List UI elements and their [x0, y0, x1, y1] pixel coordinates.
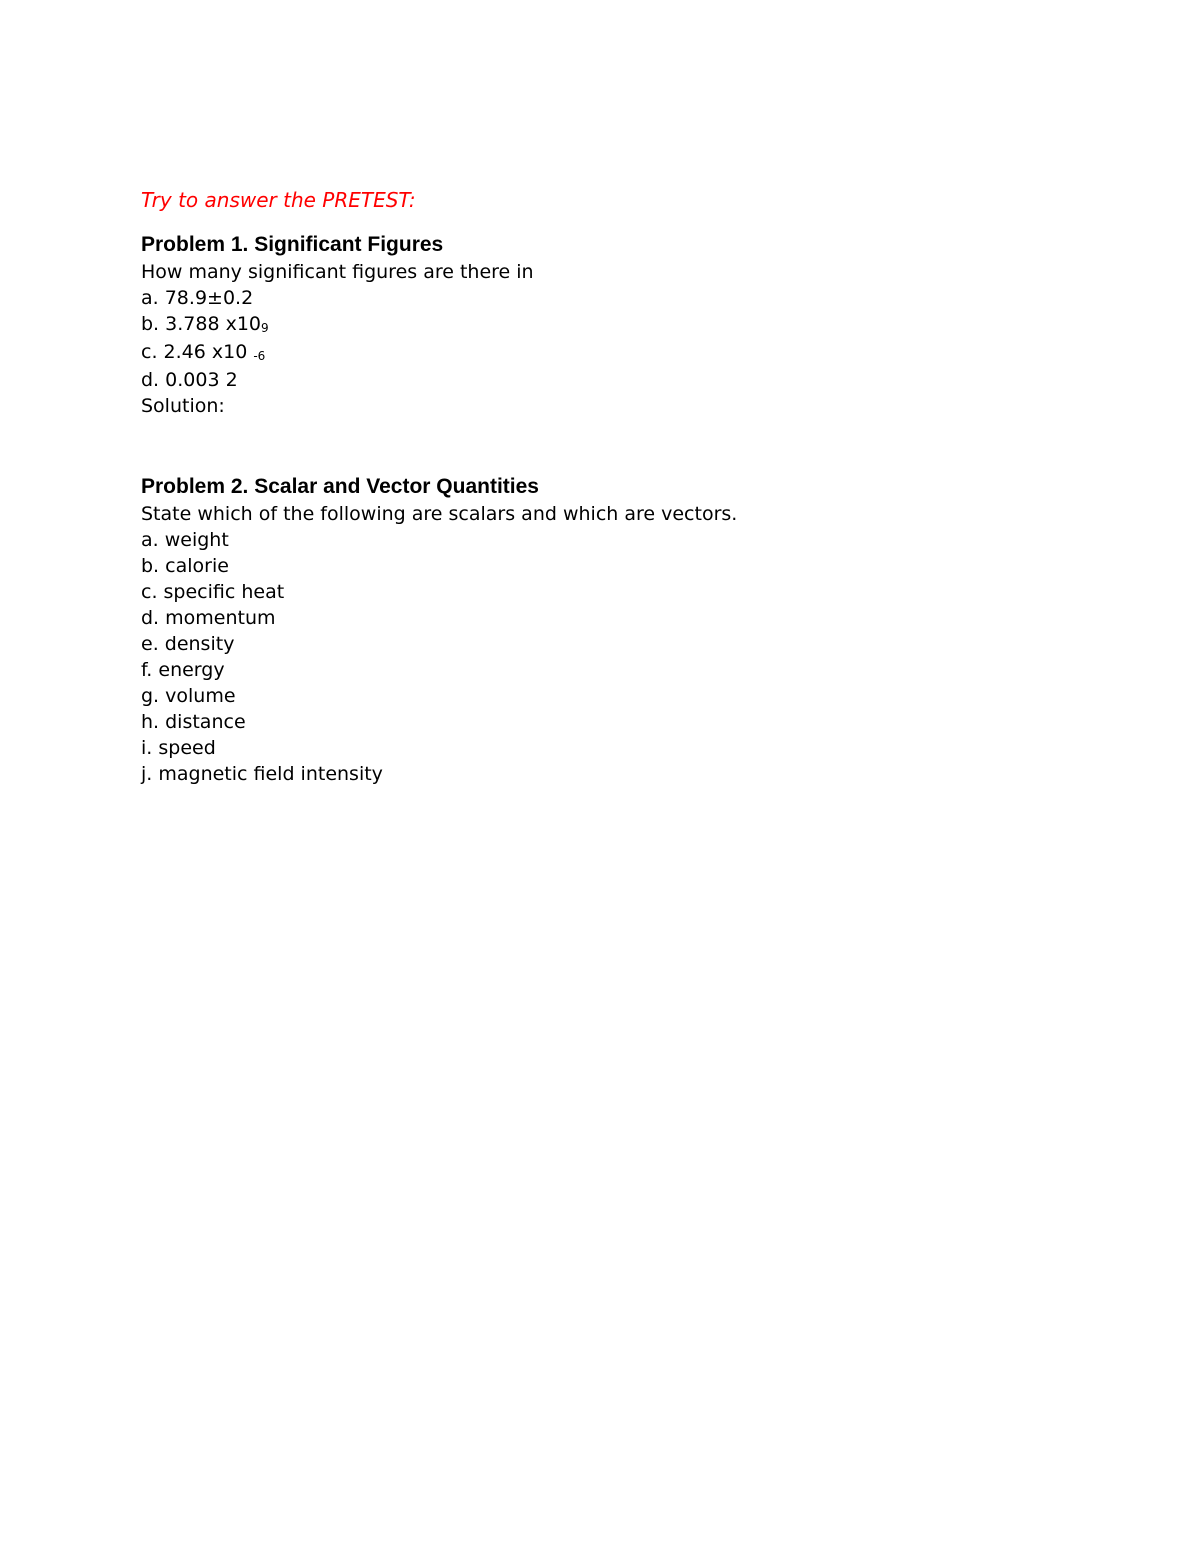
problem-2-item: g. volume	[141, 685, 236, 707]
pretest-intro: Try to answer the PRETEST:	[141, 188, 416, 212]
problem-1-title: Problem 1. Significant Figures	[141, 233, 444, 256]
section-spacer	[141, 419, 1091, 473]
problem-2-item: f. energy	[141, 659, 225, 681]
problem-1-item-d: d. 0.003 2	[141, 369, 238, 391]
problem-2-item: a. weight	[141, 529, 229, 551]
problem-1-item-b	[141, 311, 1091, 339]
problem-1-item-c-exponent: -6	[253, 349, 266, 363]
problem-1-item-c	[141, 339, 1091, 367]
problem-2-item: i. speed	[141, 737, 216, 759]
problem-1-item-b-base: b. 3.788 x10	[141, 313, 261, 335]
problem-1-section	[141, 231, 1091, 419]
problem-2-title: Problem 2. Scalar and Vector Quantities	[141, 475, 539, 498]
problem-2-item: c. specific heat	[141, 581, 285, 603]
problem-2-item: b. calorie	[141, 555, 229, 577]
problem-2-section	[141, 473, 1091, 787]
problem-2-item: e. density	[141, 633, 235, 655]
problem-1-item-b-exponent: 9	[261, 321, 269, 335]
problem-2-item: h. distance	[141, 711, 246, 733]
page-content	[141, 186, 1091, 787]
problem-1-question: How many significant figures are there in	[141, 261, 534, 283]
problem-1-solution-label: Solution:	[141, 395, 225, 417]
problem-1-item-a: a. 78.9±0.2	[141, 287, 254, 309]
problem-2-item: d. momentum	[141, 607, 276, 629]
problem-2-question: State which of the following are scalars and which are vectors.	[141, 503, 738, 525]
problem-2-item: j. magnetic field intensity	[141, 763, 383, 785]
problem-1-item-c-base: c. 2.46 x10	[141, 341, 254, 363]
